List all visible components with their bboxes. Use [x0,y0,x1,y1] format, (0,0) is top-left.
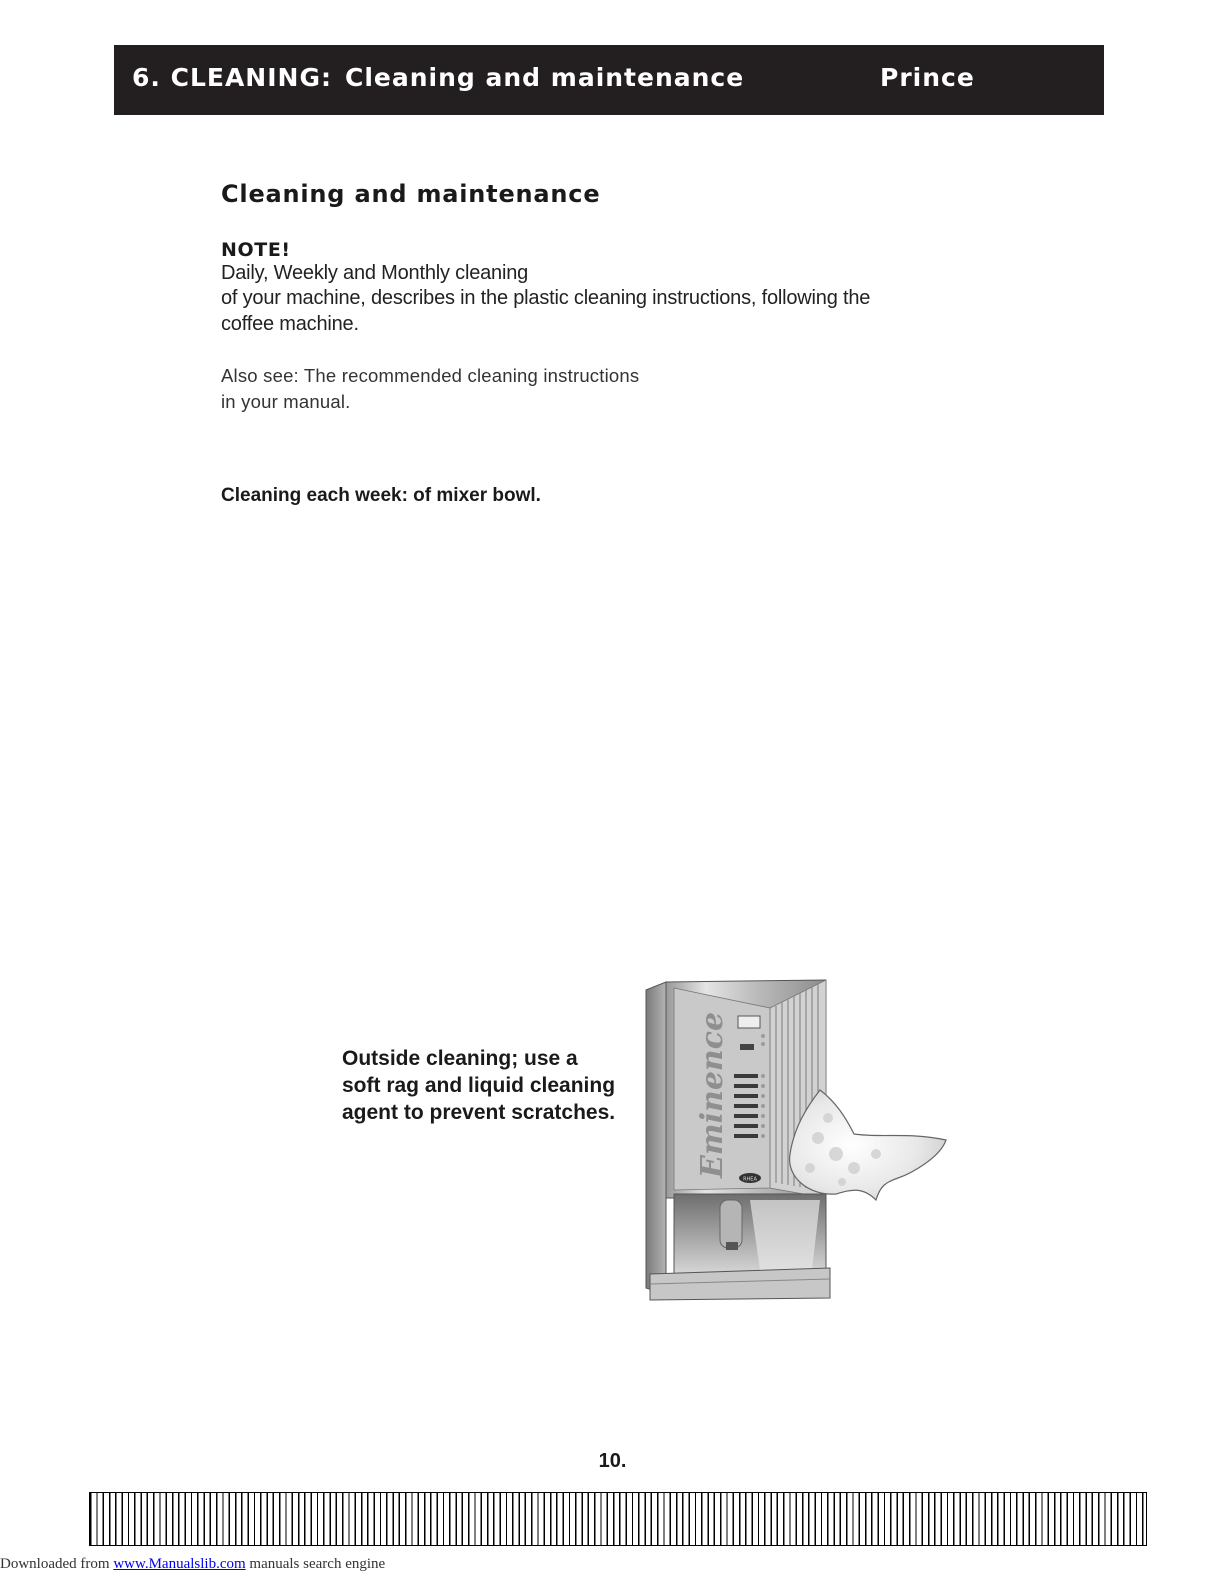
machine-logo-text: RHEA [743,1176,757,1183]
page-title: Cleaning and maintenance [221,180,601,208]
outside-cleaning-text [342,1045,642,1126]
outside-cleaning-line-3: agent to prevent scratches. [342,1101,616,1124]
footer-suffix: manuals search engine [245,1556,386,1572]
note-line-1: Daily, Weekly and Monthly cleaning [221,262,529,284]
manualslib-link[interactable]: www.Manualslib.com [113,1556,246,1572]
header-title: Cleaning and maintenance [345,63,745,92]
download-footer [0,1556,385,1573]
footer-prefix: Downloaded from [0,1556,114,1572]
note-line-2: of your machine, describes in the plastic cleaning instructions, following the [221,287,871,309]
machine-brand-text: Eminence [695,1011,730,1178]
note-label: NOTE! [221,239,291,261]
section-header-bar [114,45,1104,115]
header-product-name: Prince [880,63,975,92]
outside-cleaning-line-2: soft rag and liquid cleaning [342,1074,616,1097]
header-section-label: 6. CLEANING: [132,63,332,92]
page-number: 10. [598,1450,627,1472]
barcode-strip [89,1492,1147,1546]
also-see-line-2: in your manual. [221,391,351,412]
note-line-3: coffee machine. [221,313,359,335]
coffee-machine-illustration [640,978,960,1308]
outside-cleaning-line-1: Outside cleaning; use a [342,1047,578,1070]
cleaning-cloth-icon [790,1090,946,1200]
weekly-cleaning-heading: Cleaning each week: of mixer bowl. [221,485,541,506]
also-see-line-1: Also see: The recommended cleaning instructions [221,365,640,386]
